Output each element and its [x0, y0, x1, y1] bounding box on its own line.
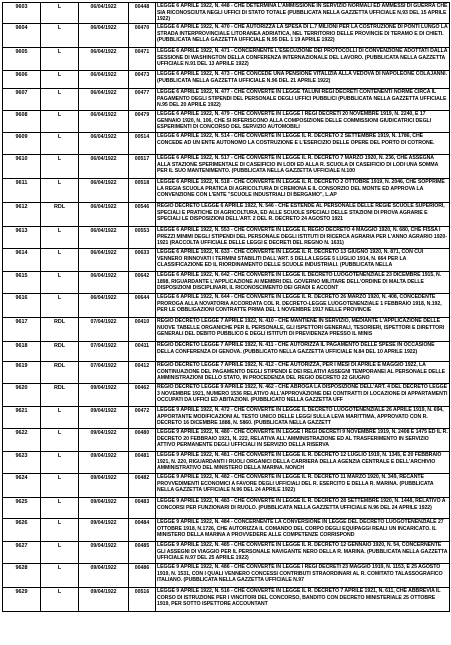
act-type: L: [41, 498, 79, 519]
act-description: LEGGE 9 APRILE 1922, N. 485 - CHE CONVERTE IN LEGGE IL R. DECRETO 12 GENNAIO 1920, N. 54, CONCERNENTE GLI ASSEGNI DI VIAGGIO PER IL PERSONALE NAVIGANTE NERO DELLA R. MARINA. (PUBBLICATA NELLA GAZZETTA UFFICIALE N.97 DEL 25 APRILE 1922): [156, 542, 450, 564]
record-number: 9608: [3, 111, 41, 133]
act-date: 06/04/1922: [79, 89, 129, 111]
act-date: 06/04/1922: [79, 111, 129, 133]
act-type: RDL: [41, 342, 79, 362]
act-type: L: [41, 588, 79, 612]
act-code: 00483: [129, 498, 156, 519]
act-description: LEGGE 6 APRILE 1922, N. 644 - CHE CONVERTE IN LEGGE IL R. DECRETO 26 MARZO 1920, N. 408, CONCEDENTE PROROGA ALLA NOVATORIA ACCORDATA COL R. DECRETO-LEGGE LUOGOTENENZIALE 1 FEBBRAIO 1918, N.192, PER LE OBBLIGAZIONI CONTRATTE PRIMA DEL 1 NOVEMBRE 1917 NELLE PROVINCIE: [156, 294, 450, 318]
act-type: L: [41, 542, 79, 564]
record-number: 9625: [3, 498, 41, 519]
act-date: 06/04/1922: [79, 272, 129, 294]
act-type: L: [41, 272, 79, 294]
act-description: REGIO DECRETO LEGGE 6 APRILE 1922, N. 546 - CHE ESTENDE AL PERSONALE DELLE REGIE SCUOLE SUPERIORI, SPECIALI E PRATICHE DI AGRICOLTURA, ED ALLE SCUOLE SPECIALI DELLE STAZIONI DI PROVA AGRARIE E SPECIALI LE DISPOSIZIONI DELL'ART. 2 DEL R. DECRETO 24 AGOSTO 1921: [156, 203, 450, 227]
table-row: [3, 179, 450, 203]
act-type: L: [41, 89, 79, 111]
record-number: 9605: [3, 48, 41, 71]
act-code: 00480: [129, 429, 156, 452]
act-type: L: [41, 3, 79, 24]
act-description: REGIO DECRETO LEGGE 7 APRILE 1922, N. 411 - CHE AUTORIZZA IL PAGAMENTO DELLE SPESE IN OCCASIONE DELLA CONFERENZA DI GENOVA. (PUBBLICATO NELLA GAZZETTA UFFICIALE N.84 DEL 10 APRILE 1922): [156, 342, 450, 362]
table-row: [3, 294, 450, 318]
act-type: L: [41, 452, 79, 474]
table-row: [3, 474, 450, 498]
act-code: 00642: [129, 272, 156, 294]
table-row: [3, 133, 450, 155]
table-row: [3, 24, 450, 48]
table-row: [3, 48, 450, 71]
act-code: 00633: [129, 249, 156, 272]
act-date: 09/04/1922: [79, 588, 129, 612]
act-code: 00486: [129, 564, 156, 588]
act-description: LEGGE 6 APRILE 1922, N. 471 - CONCERNENTE L'ESECUZIONE DEI PROTOCOLLI DI CONVENZIONE ADOTTATI DALLA SESSIONE DI WASHINGTON DELLA CONFERENZA INTERNAZIONALE DEL LAVORO. (PUBBLICATA NELLA GAZZETTA UFFICIALE N.91 DEL 13 APRILE 1922): [156, 48, 450, 71]
record-number: 9620: [3, 384, 41, 407]
act-type: L: [41, 294, 79, 318]
act-type: L: [41, 227, 79, 249]
act-description: LEGGE 6 APRILE 1922, N. 518 - CHE CONVERTE IN LEGGE IL R. DECRETO 2 OTTOBRE 1919, N. 2046, CHE SOPPRIME LA REGIA SCUOLA PRATICA DI AGRICOLTURA DI CREMONA E IL CONSORZIO DEL MONTE ED APPROVA LA CONVENZIONE CON L'ENTE "SCUOLE INDUSTRIALI DI BERGAMO", L.AP: [156, 179, 450, 203]
act-description: LEGGE 9 APRILE 1922, N. 481 - CHE CONVERTE IN LEGGE IL R. DECRETO 12 LUGLIO 1919, N. 1345, E 20 FEBBRAIO 1921, N. 220, RIGUARDANTI I RUOLI ORGANICI DELLA CARRIERA DELLA AGENZIA CENTRALE E DELL'ARCHIVIO AMMINISTRATIVO DEL MINISTERO DELLA MARINA. NONCH: [156, 452, 450, 474]
act-code: 00553: [129, 227, 156, 249]
table-row: [3, 318, 450, 342]
act-code: 00518: [129, 179, 156, 203]
act-code: 00479: [129, 111, 156, 133]
act-description: LEGGE 6 APRILE 1922, N. 514 - CHE CONVERTE IN LEGGE IL R. DECRETO 2 SETTEMBRE 1919, N. 1786, CHE CONCEDE AD UN ENTE AUTONOMO LA COSTRUZIONE E L'ESERCIZIO DELLE OPERE DEL PORTO DI COTRONE.: [156, 133, 450, 155]
act-description: LEGGE 6 APRILE 1922, N. 448 - CHE DETERMINA L'AMMISSIONE IN SERVIZIO NORMALI ED AMMESSI DI GUERRA CHE SIA RICONOSCIUTA NEGLI UFFICI DI STATO TOTALE (PUBBLICATA NELLA GAZZETTA UFFICIALE N.93 DEL 15 APRILE 1922): [156, 3, 450, 24]
act-description: REGIO DECRETO LEGGE 9 APRILE 1922, N. 462 - CHE ABROGA LA DISPOSIZIONE DELL'ART. 4 DEL DECRETO LEGGE 3 NOVEMBRE 1921, NUMERO 1536 RELATIVO ALL'APPROVAZIONE DEI CONTRATTI DI LOCAZIONE DI APPARTAMENTI OCCUPATI DA UFFICI ED ABITAZIONI. (PUBBLICATO NELLA GAZZETTA UFF: [156, 384, 450, 407]
act-type: L: [41, 48, 79, 71]
act-code: 00473: [129, 71, 156, 89]
act-type: L: [41, 133, 79, 155]
record-number: 9624: [3, 474, 41, 498]
legislation-register-table: [2, 2, 450, 612]
act-date: 06/04/1922: [79, 249, 129, 272]
act-date: 09/04/1922: [79, 429, 129, 452]
act-description: LEGGE 6 APRILE 1922, N. 517 - CHE CONVERTE IN LEGGE IL R. DECRETO 7 MARZO 1920, N. 236, CHE ASSEGNA ALLA STAZIONE SPERIMENTALE DI CASEIFICIO IN LODI ED ALLA R. SCUOLA DI CASEIFICIO DI LODI UNA SOMMA PER IL SUO MANTENIMENTO. (PUBBLICATA NELLA GAZZETTA UFFICIALE N.100: [156, 155, 450, 179]
act-code: 00481: [129, 452, 156, 474]
record-number: 9609: [3, 133, 41, 155]
act-date: 09/04/1922: [79, 519, 129, 542]
act-date: 07/04/1922: [79, 342, 129, 362]
act-description: LEGGE 6 APRILE 1922, N. 642 - CHE CONVERTE IN LEGGE IL DECRETO LUOGOTENENZIALE 23 DICEMBRE 1915, N. 1898, RIGUARDANTE L'APPLICAZIONE AI MEMBRI DEL GOVERNO MILITARE DELL'ORDINE DI MALTA DELLE DISPOSIZIONI DISCIPLINARI, IL RICONOSCIMENTO DEI GRADI E ACCONT: [156, 272, 450, 294]
act-code: 00470: [129, 24, 156, 48]
table-row: [3, 89, 450, 111]
act-description: LEGGE 9 APRILE 1922, N. 483 - CHE CONVERTE IN LEGGE IL R. DECRETO 28 SETTEMBRE 1920, N. 1448, RELATIVO A CONCORSI PER FUNZIONARI DI RUOLO. (PUBBLICATA NELLA GAZZETTA UFFICIALE N.96 DEL 24 APRILE 1922): [156, 498, 450, 519]
record-number: 9628: [3, 564, 41, 588]
record-number: 9622: [3, 429, 41, 452]
act-description: LEGGE 6 APRILE 1922, N. 633 - CHE CONVERTE IN LEGGE IL R. DECRETO 13 GIUGNO 1920, N. 871, CON CUI VENNERO RINNOVATI I TERMINI STABILITI DALL'ART. 5 DELLA LEGGE 5 LUGLIO 1914, N. 664 PER LA CLASSIFICAZIONE ED IL RIORDINAMENTO DELLE SCUOLE INDUSTRIALI. (PUBBLICATA NELLA: [156, 249, 450, 272]
table-row: [3, 342, 450, 362]
record-number: 9607: [3, 89, 41, 111]
act-type: RDL: [41, 203, 79, 227]
record-number: 9617: [3, 318, 41, 342]
act-type: RDL: [41, 318, 79, 342]
record-number: 9621: [3, 407, 41, 429]
table-row: [3, 203, 450, 227]
table-row: [3, 272, 450, 294]
record-number: 9611: [3, 179, 41, 203]
act-code: 00484: [129, 519, 156, 542]
act-date: 06/04/1922: [79, 227, 129, 249]
act-type: L: [41, 111, 79, 133]
act-code: 00412: [129, 362, 156, 384]
record-number: 9613: [3, 227, 41, 249]
table-row: [3, 155, 450, 179]
act-description: LEGGE 9 APRILE 1922, N. 480 - CHE CONVERTE IN LEGGE I REGI DECRETI 9 NOVEMBRE 1919, N. 2408 E 1475 ED IL R. DECRETO 20 FEBBRAIO 1921, N. 222, RELATIVA ALL'AMMINISTRAZIONE ED AL TRASFERIMENTO IN SERVIZIO ATTIVO PERMANENTE DEGLI UFFICIALI IN SERVIZIO DELLA RISERVA: [156, 429, 450, 452]
record-number: 9616: [3, 294, 41, 318]
act-code: 00477: [129, 89, 156, 111]
act-date: 06/04/1922: [79, 179, 129, 203]
act-description: LEGGE 6 APRILE 1922, N. 553 - CHE CONVERTE IN LEGGE IL REGIO DECRETO 4 MAGGIO 1920, N. 680, CHE FISSA I PREZZI MINIMI DEGLI STIPENDI DEL PERSONALE DEGLI ISTITUTI DI RICERCA AGRARIA PER L'ANNO AGRARIO 1920-1921 (RACCOLTA UFFICIALE DELLE LEGGI E DECRETI DEL REGNO N. 1631): [156, 227, 450, 249]
table-row: [3, 3, 450, 24]
act-code: 00448: [129, 3, 156, 24]
act-code: 00546: [129, 203, 156, 227]
table-row: [3, 407, 450, 429]
act-type: L: [41, 155, 79, 179]
table-row: [3, 111, 450, 133]
record-number: 9606: [3, 71, 41, 89]
record-number: 9615: [3, 272, 41, 294]
table-row: [3, 498, 450, 519]
act-code: 00485: [129, 542, 156, 564]
act-date: 06/04/1922: [79, 24, 129, 48]
act-date: 06/04/1922: [79, 3, 129, 24]
table-row: [3, 362, 450, 384]
act-date: 09/04/1922: [79, 452, 129, 474]
act-description: LEGGE 6 APRILE 1922, N. 473 - CHE CONCEDE UNA PENSIONE VITALIZIA ALLA VEDOVA DI NAPOLEONE COLAJANNI. (PUBBLICATA NELLA GAZZETTA UFFICIALE N.96 DEL 21 APRILE 1922): [156, 71, 450, 89]
table-row: [3, 452, 450, 474]
act-date: 06/04/1922: [79, 203, 129, 227]
act-date: 09/04/1922: [79, 384, 129, 407]
act-code: 00514: [129, 133, 156, 155]
act-type: RDL: [41, 362, 79, 384]
act-type: L: [41, 564, 79, 588]
table-row: [3, 519, 450, 542]
register-body: [3, 3, 450, 612]
record-number: 9626: [3, 519, 41, 542]
act-description: REGIO DECRETO LEGGE 7 APRILE 1922, N. 412 - CHE AUTORIZZA, PER I MESI DI APRILE E MAGGIO 1922, LA CONTINUAZIONE DEL PAGAMENTO DEGLI STIPENDI E DEI RELATIVI ASSEGNI TEMPORANEI AL PERSONALE DELLE AMMINISTRAZIONI DELLO STATO, IN PROCEDENZA DEL REGIO DECRETO 22 GIUGNO: [156, 362, 450, 384]
act-code: 00472: [129, 407, 156, 429]
table-row: [3, 249, 450, 272]
act-code: 00462: [129, 384, 156, 407]
act-date: 06/04/1922: [79, 71, 129, 89]
table-row: [3, 71, 450, 89]
record-number: 9623: [3, 452, 41, 474]
record-number: 9618: [3, 342, 41, 362]
act-date: 06/04/1922: [79, 294, 129, 318]
act-code: 00411: [129, 342, 156, 362]
act-description: LEGGE 6 APRILE 1922, N. 479 - CHE CONVERTE IN LEGGE I REGI DECRETI 20 NOVEMBRE 1919, N. 2240, E 17 GENNAIO 1920, N. 106, CHE SI RIFERISCONO ALLA COMPOSIZIONE DELLE COMMISSIONI GIUDICATRICI DEGLI ESPERIMENTI DI CONCORSO DEL SERVIZIO AUTOMOBILI: [156, 111, 450, 133]
act-date: 06/04/1922: [79, 155, 129, 179]
act-date: 09/04/1922: [79, 474, 129, 498]
act-type: RDL: [41, 384, 79, 407]
act-type: L: [41, 24, 79, 48]
act-date: 06/04/1922: [79, 48, 129, 71]
record-number: 9627: [3, 542, 41, 564]
act-code: 00482: [129, 474, 156, 498]
act-type: L: [41, 179, 79, 203]
act-type: L: [41, 71, 79, 89]
table-row: [3, 227, 450, 249]
act-description: LEGGE 9 APRILE 1922, N. 486 - CHE CONVERTE IN LEGGE I REGI DECRETI 23 MAGGIO 1919, N. 1153, E 25 AGOSTO 1919, N. 1531, CON I QUALI VENNERO CONCESSI CONTRIBUTI STRAORDINARI AL R. COMITATO TALASSOGRAFICO ITALIANO. (PUBBLICATA NELLA GAZZETTA UFFICIALE N.97: [156, 564, 450, 588]
act-type: L: [41, 407, 79, 429]
table-row: [3, 564, 450, 588]
record-number: 9603: [3, 3, 41, 24]
act-type: L: [41, 429, 79, 452]
act-code: 00644: [129, 294, 156, 318]
record-number: 9629: [3, 588, 41, 612]
act-date: 09/04/1922: [79, 542, 129, 564]
record-number: 9619: [3, 362, 41, 384]
act-code: 00516: [129, 588, 156, 612]
act-description: REGIO DECRETO LEGGE 7 APRILE 1922, N. 410 - CHE MANTIENE IN SERVIZIO, MEDIANTE L'APPLICAZIONE DELLE NUOVE TABELLE ORGANICHE PER IL PERSONALE, GLI ISPETTORI GENERALI, TESORIERI, ISPETTORI E DIRETTORI GENERALI DEL DEBITO PUBBLICO E DEGLI ISTITUTI DI PREVIDENZA PRESSO IL MINIS: [156, 318, 450, 342]
table-row: [3, 542, 450, 564]
act-code: 00471: [129, 48, 156, 71]
act-type: L: [41, 249, 79, 272]
act-description: LEGGE 6 APRILE 1922, N. 477 - CHE CONVERTE IN LEGGE TALUNI REGI DECRETI CONTENENTI NORME CIRCA IL PAGAMENTO DEGLI STIPENDI DEL PERSONALE DEGLI UFFICI PUBBLICI (PUBBLICATA NELLA GAZZETTA UFFICIALE N.95 DEL 20 APRILE 1922): [156, 89, 450, 111]
record-number: 9614: [3, 249, 41, 272]
act-date: 09/04/1922: [79, 498, 129, 519]
act-date: 07/04/1922: [79, 362, 129, 384]
record-number: 9612: [3, 203, 41, 227]
record-number: 9610: [3, 155, 41, 179]
act-code: 00517: [129, 155, 156, 179]
act-description: LEGGE 9 APRILE 1922, N. 484 - CONCERNENTE LA CONVERSIONE IN LEGGE DEL DECRETO LUOGOTENENZIALE 27 OTTOBRE 1918, N.1726, CHE AUTORIZZA IL COMANDO DEL CORPO DEGLI EQUIPAGGI REALI UN INCARICATO. IL MINISTERO DELLA MARINA A PROVVEDERE ALLE COMPETENZE CORRISPOND: [156, 519, 450, 542]
act-date: 09/04/1922: [79, 407, 129, 429]
act-description: LEGGE 9 APRILE 1922, N. 472 - CHE CONVERTE IN LEGGE IL DECRETO LUOGOTENENZIALE 26 APRILE 1919, N. 694, APPORTANTE MODIFICAZIONI AL TESTO UNICO DELLE LEGGI SULLA LEVA MARITTIMA, APPROVATO CON R. DECRETO 16 DICEMBRE 1888, N. 5860. (PUBBLICATA NELLA GAZZETT: [156, 407, 450, 429]
act-date: 06/04/1922: [79, 133, 129, 155]
act-type: L: [41, 519, 79, 542]
act-date: 07/04/1922: [79, 318, 129, 342]
act-description: LEGGE 6 APRILE 1922, N. 470 - CHE AUTORIZZA LA SPESA DI L.7 MILIONI PER LA COSTRUZIONE DI PONTI LUNGO LA STRADA INTERPROVINCIALE LITORANEA ADRIATICA, NEL TERRITORIO DELLE PROVINCIE DI TERAMO E DI CHIETI. (PUBBLICATA NELLA GAZZETTA UFFICIALE N.95 DEL 1 19 APRILE 1922): [156, 24, 450, 48]
table-row: [3, 429, 450, 452]
record-number: 9604: [3, 24, 41, 48]
table-row: [3, 384, 450, 407]
table-row: [3, 588, 450, 612]
act-date: 09/04/1922: [79, 564, 129, 588]
act-type: L: [41, 474, 79, 498]
act-code: 00410: [129, 318, 156, 342]
act-description: LEGGE 9 APRILE 1922, N. 482 - CHE CONVERTE IN LEGGE IL R. DECRETO 11 MARZO 1920, N. 349, RECANTE PROVVEDIMENTI ECONOMICI A FAVORE DEGLI UFFICIALI DEL R. ESERCITO E DELLA R. MARINA. (PUBBLICATA NELLA GAZZETTA UFFICIALE N.96 DEL 24 APRILE 1922): [156, 474, 450, 498]
act-description: LEGGE 9 APRILE 1922, N. 516 - CHE CONVERTE IN LEGGE IL R. DECRETO 7 APRILE 1921, N. 611, CHE ABBREVIA IL CORSO DI ISTRUZIONE PER I VINCITORI DEL CONCORSO, BANDITO CON DECRETO MINISTERIALE 25 OTTOBRE 1919, PER SOTTO ISPETTORE ACCOUNTANT: [156, 588, 450, 612]
